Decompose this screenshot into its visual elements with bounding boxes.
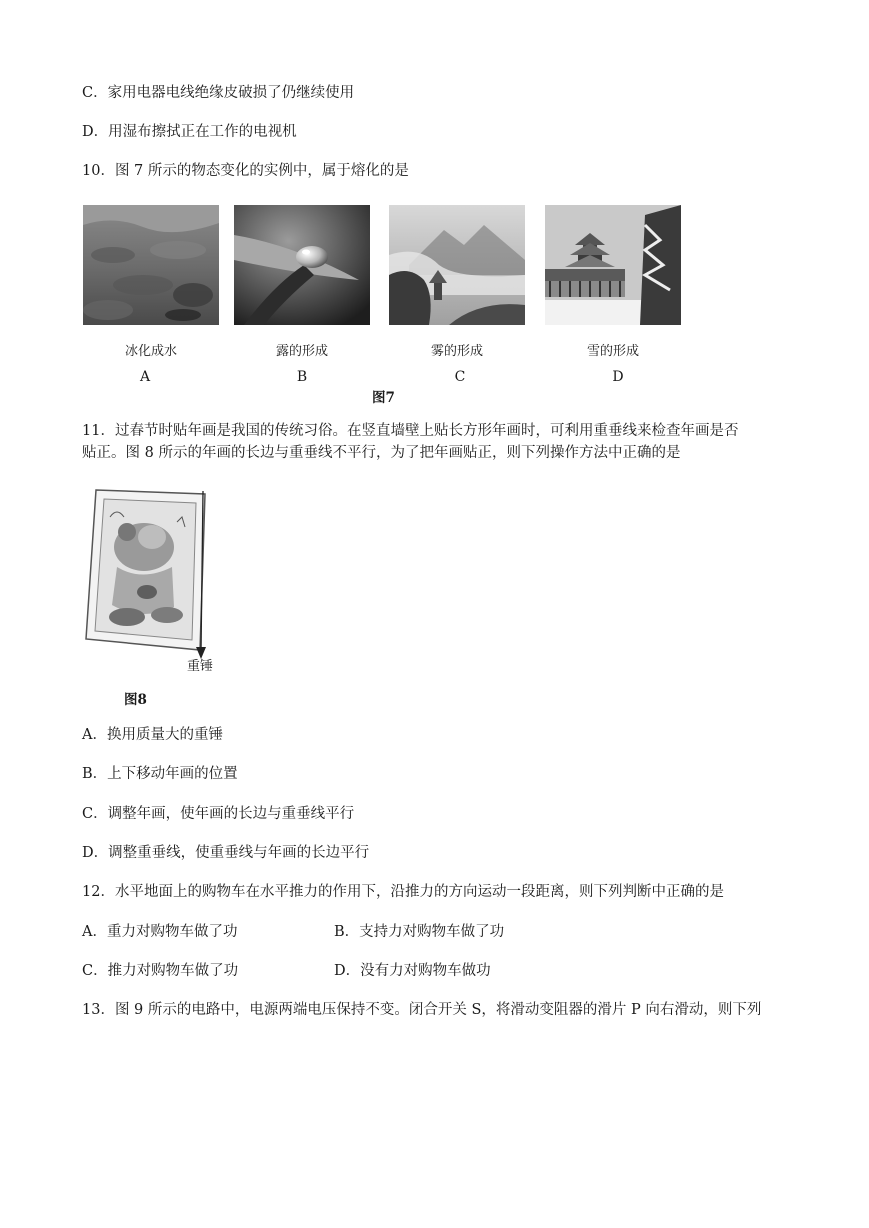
option-a-q11: A．换用质量大的重锤	[82, 727, 223, 743]
new-year-picture-figure	[82, 487, 222, 677]
caption-ice-melting: 冰化成水	[124, 344, 177, 359]
letter-b: B	[296, 369, 308, 385]
question-11-line2: 贴正。图 8 所示的年画的长边与重垂线不平行，为了把年画贴正，则下列操作方法中正确的是	[82, 445, 681, 461]
weight-label: 重锤	[187, 659, 214, 674]
caption-dew: 露的形成	[275, 344, 328, 359]
option-d-q11: D．调整重垂线，使重垂线与年画的长边平行	[82, 845, 370, 861]
question-10: 10．图 7 所示的物态变化的实例中，属于熔化的是	[82, 163, 409, 179]
caption-snow: 雪的形成	[586, 344, 639, 359]
figure-8-label: 图8	[124, 692, 147, 708]
photo-dew-drop	[234, 205, 370, 325]
caption-fog: 雾的形成	[430, 344, 483, 359]
option-c-q11: C．调整年画，使年画的长边与重垂线平行	[82, 806, 355, 822]
option-c-q12: C．推力对购物车做了功	[82, 963, 239, 979]
letter-a: A	[139, 369, 151, 385]
option-d-q12: D．没有力对购物车做功	[334, 963, 491, 979]
question-13: 13．图 9 所示的电路中，电源两端电压保持不变。闭合开关 S，将滑动变阻器的滑片 P 向右滑动，则下列	[82, 1002, 762, 1018]
option-d-q9: D．用湿布擦拭正在工作的电视机	[82, 124, 297, 140]
photo-fog	[389, 205, 525, 325]
question-12: 12．水平地面上的购物车在水平推力的作用下，沿推力的方向运动一段距离，则下列判断中正确的是	[82, 884, 724, 900]
option-a-q12: A．重力对购物车做了功	[82, 924, 238, 940]
option-b-q11: B．上下移动年画的位置	[82, 766, 238, 782]
letter-c: C	[454, 369, 466, 385]
photo-snow	[545, 205, 681, 325]
option-b-q12: B．支持力对购物车做了功	[334, 924, 505, 940]
photo-ice-melting	[83, 205, 219, 325]
option-c-q9: C．家用电器电线绝缘皮破损了仍继续使用	[82, 85, 355, 101]
letter-d: D	[612, 369, 624, 385]
figure-7-label: 图7	[372, 390, 395, 406]
question-11-line1: 11．过春节时贴年画是我国的传统习俗。在竖直墙壁上贴长方形年画时，可利用重垂线来检查年画是否	[82, 423, 739, 439]
